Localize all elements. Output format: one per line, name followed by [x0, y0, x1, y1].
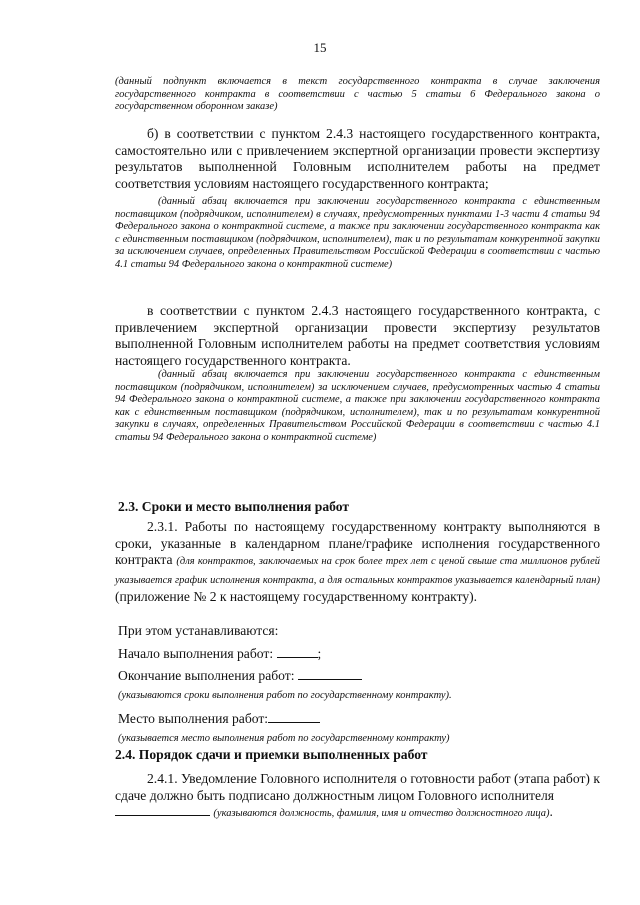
start-date-line: Начало выполнения работ: ; — [118, 646, 322, 661]
end-date-label: Окончание выполнения работ: — [118, 668, 298, 683]
place-blank — [268, 711, 320, 723]
start-date-label: Начало выполнения работ: — [118, 646, 277, 661]
paragraph-text-part: 2.4.1. Уведомление Головного исполнителя о готовности работ (этапа работ) к сдаче должно быть подписано должностным лицом Головного исполнителя — [115, 771, 600, 803]
paragraph-v — [115, 303, 600, 369]
official-line-end: . — [549, 804, 553, 820]
note-text: (данный подпункт включается в текст государственного контракта в случае заключения государственного контракта в соответствии с частью 5 статьи 6 Федерального закона о государственном оборонном заказе) — [115, 76, 600, 113]
paragraph-2-3-1 — [115, 519, 600, 606]
section-heading: 2.4. Порядок сдачи и приемки выполненных работ — [115, 747, 428, 762]
dates-note: (указываются сроки выполнения работ по государственному контракту). — [118, 690, 452, 701]
place-line — [115, 710, 600, 727]
official-line — [115, 804, 600, 823]
note-text: (данный абзац включается при заключении государственного контракта с единственным поставщиком (подрядчиком, исполнителем) в случаях, предусмотренных пунктами 1-3 части 4 статьи 94 Федерального закона о контрактной системе, а также при заключении государственного контракта как с единственным поставщиком (подрядчиком, исполнителем), так и по результатам конкурентной закупки за исключением случаев, определенных Правительством Российской Федерации в соответствии с частью 4.1 статьи 94 Федерального закона о контрактной системе) — [115, 196, 600, 270]
section-heading-2-4 — [115, 746, 600, 763]
start-date-blank — [277, 646, 318, 658]
paragraph-2-3-1-text — [115, 519, 600, 606]
official-blank — [115, 804, 210, 816]
established-label: При этом устанавливаются: — [118, 623, 279, 638]
end-date-blank — [298, 668, 362, 680]
paragraph-b — [115, 126, 600, 192]
note-single-supplier-exceptions — [115, 369, 600, 445]
schedule-block — [115, 622, 600, 745]
paragraph-text-part: 2.3.1. Работы по настоящему государственному контракту выполняются в сроки, указанные в календарном плане/графике исполнения государственного контракта — [115, 519, 600, 568]
paragraph-italic-note: (для контрактов, заключаемых на срок более трех лет с ценой свыше ста миллионов рублей указывается график исполнения контракта, а для остальных контрактов указывается календарный план) — [115, 556, 600, 586]
section-heading-2-3 — [115, 498, 600, 515]
note-text: (данный абзац включается при заключении государственного контракта с единственным поставщиком (подрядчиком, исполнителем) за исключением случаев, предусмотренных частью 4 статьи 94 Федерального закона о контрактной системе, а также при заключении государственного контракта как с единственным поставщиком (подрядчиком, исполнителем), так и по результатам конкурентной закупки в случаях, определенных Правительством Российской Федерации в соответствии с частью 4.1 статьи 94 Федерального закона о контрактной системе) — [115, 369, 600, 443]
place-note: (указывается место выполнения работ по государственному контракту) — [118, 732, 450, 744]
place-label: Место выполнения работ: — [118, 710, 269, 726]
paragraph-v-text: в соответствии с пунктом 2.4.3 настоящего государственного контракта, с привлечением экспертной организации провести экспертизу результатов выполненной Головным исполнителем работы на предмет соответствия условиям настоящего государственного контракта. — [115, 303, 600, 368]
note-subpoint-defense-order — [115, 76, 600, 114]
page-number: 15 — [313, 40, 327, 55]
paragraph-2-4-1-text — [115, 771, 600, 804]
end-date-line — [115, 667, 600, 684]
official-note: (указываются должность, фамилия, имя и отчество должностного лица) — [213, 808, 550, 820]
section-heading: 2.3. Сроки и место выполнения работ — [118, 499, 350, 514]
paragraph-b-text: б) в соответствии с пунктом 2.4.3 настоящего государственного контракта, самостоятельно или с привлечением экспертной организации провести экспертизу результатов выполненной Головным исполнителем работы на предмет соответствия условиям настоящего государственного контракта; — [115, 126, 600, 191]
paragraph-2-4-1 — [115, 771, 600, 823]
note-single-supplier — [115, 196, 600, 272]
paragraph-text-part: (приложение № 2 к настоящему государственному контракту). — [115, 589, 478, 605]
